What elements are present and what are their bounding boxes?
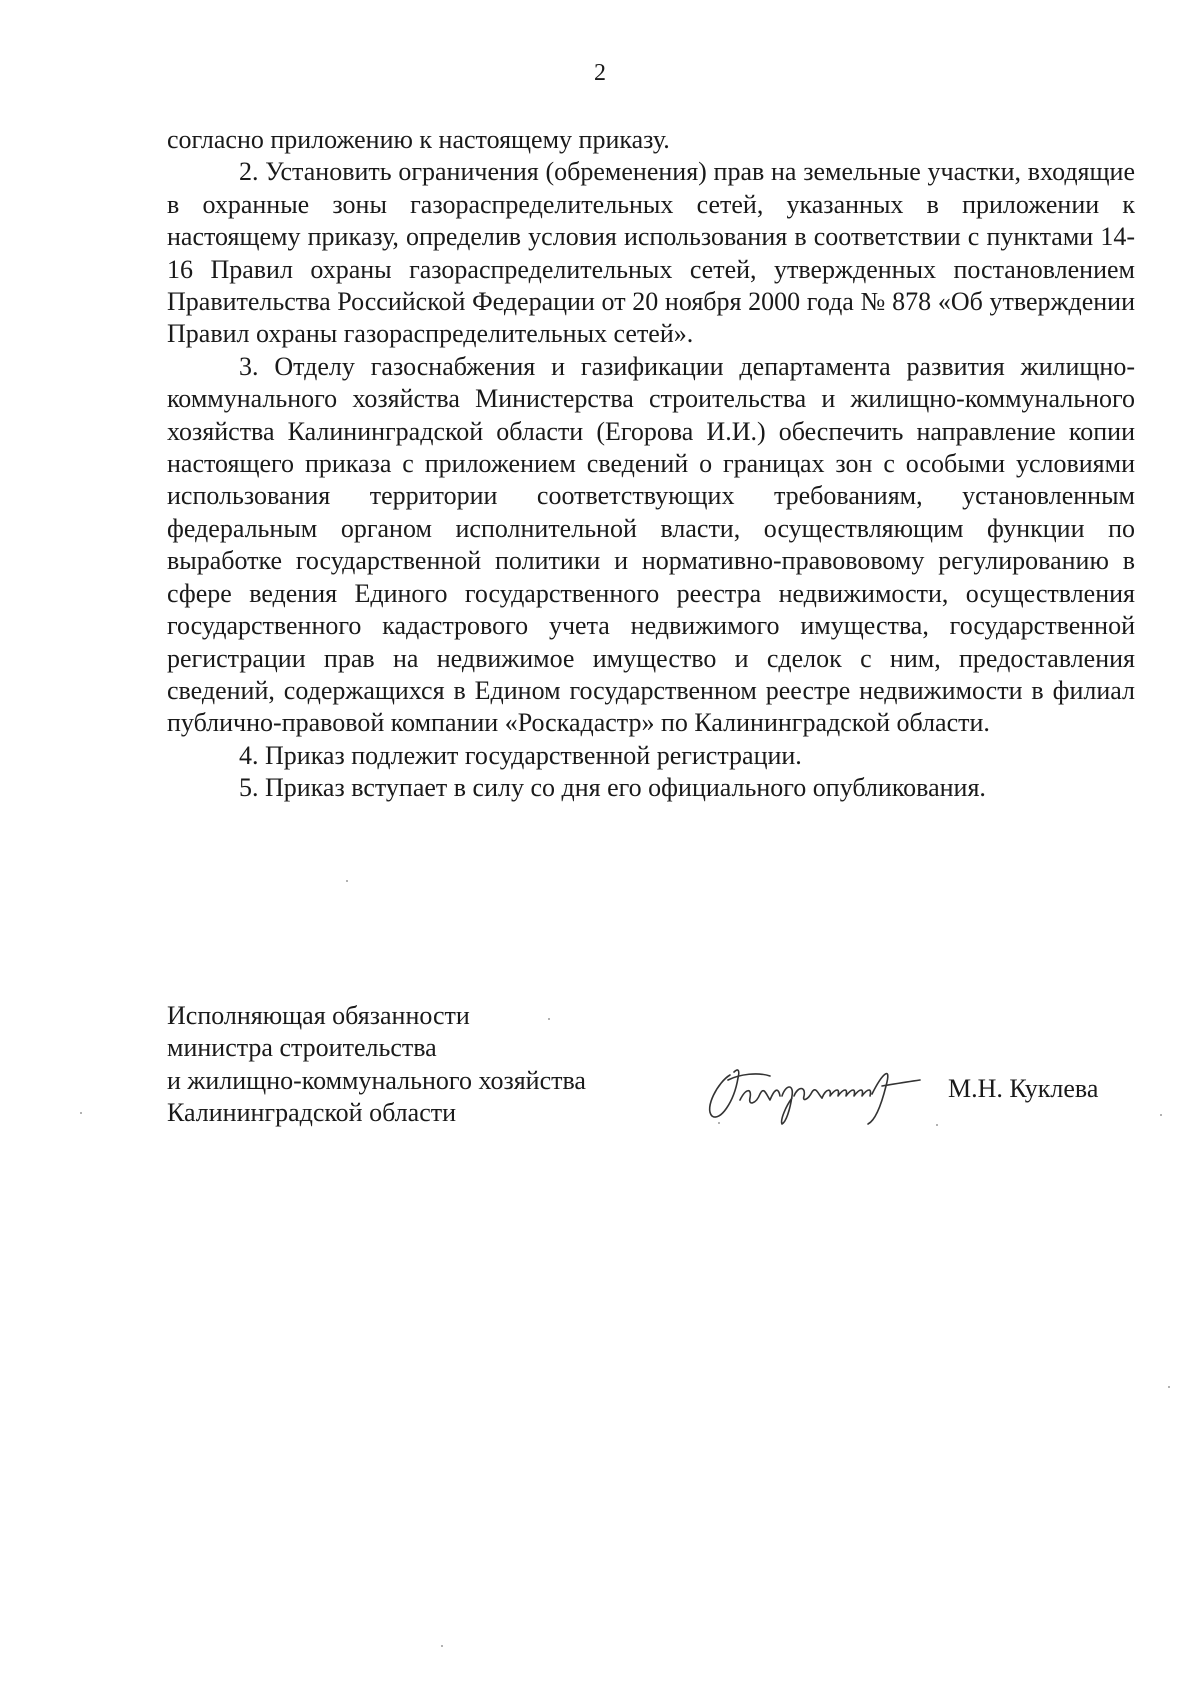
paragraph-continuation: согласно приложению к настоящему приказу. (167, 125, 670, 154)
signatory-title (167, 1000, 586, 1130)
signatory-title-line: министра строительства (167, 1033, 437, 1063)
handwritten-signature (700, 1050, 930, 1130)
scan-speck (1168, 1386, 1170, 1388)
page-number: 2 (594, 60, 606, 86)
paragraph-item-5: 5. Приказ вступает в силу со дня его официального опубликования. (239, 773, 986, 803)
scan-speck (1160, 1114, 1162, 1116)
signatory-title-line: и жилищно-коммунального хозяйства (167, 1065, 586, 1095)
signatory-title-line: Калининградской области (167, 1098, 457, 1128)
scan-speck (346, 880, 348, 882)
scan-speck (80, 1112, 82, 1114)
order-body (167, 124, 1135, 805)
signatory-name: М.Н. Куклева (948, 1074, 1099, 1103)
scan-speck (718, 1122, 720, 1124)
scan-speck (441, 1645, 443, 1647)
paragraph-item-2: 2. Установить ограничения (обременения) прав на земельные участки, входящие в охранные зоны газораспределительных сетей, указанных в приложении к настоящему приказу, определив условия использования в соответствии с пунктами 14-16 Правил охраны газораспределительных сетей, утвержденных постановлением Правительства Российской Федерации от 20 ноября 2000 года № 878 «Об утверждении Правил охраны газораспределительных сетей». (167, 157, 1135, 349)
signatory-title-line: Исполняющая обязанности (167, 1001, 470, 1030)
scan-speck (936, 1124, 938, 1126)
scan-speck (548, 1018, 550, 1020)
paragraph-item-3: 3. Отделу газоснабжения и газификации департамента развития жилищно-коммунального хозяйства Министерства строительства и жилищно-коммунального хозяйства Калининградской области (Егорова И.И.) обеспечить направление копии настоящего приказа с приложением сведений о границах зон с особыми условиями использования территории соответствующих требованиям, установленным федеральным органом исполнительной власти, осуществляющим функции по выработке государственной политики и нормативно-правововому регулированию в сфере ведения Единого государственного реестра недвижимости, осуществления государственного кадастрового учета недвижимого имущества, государственной регистрации прав на недвижимое имущество и сделок с ним, предоставления сведений, содержащихся в Едином государственном реестре недвижимости в филиал публично-правовой компании «Роскадастр» по Калининградской области. (167, 351, 1135, 738)
paragraph-item-4: 4. Приказ подлежит государственной регистрации. (239, 740, 802, 770)
